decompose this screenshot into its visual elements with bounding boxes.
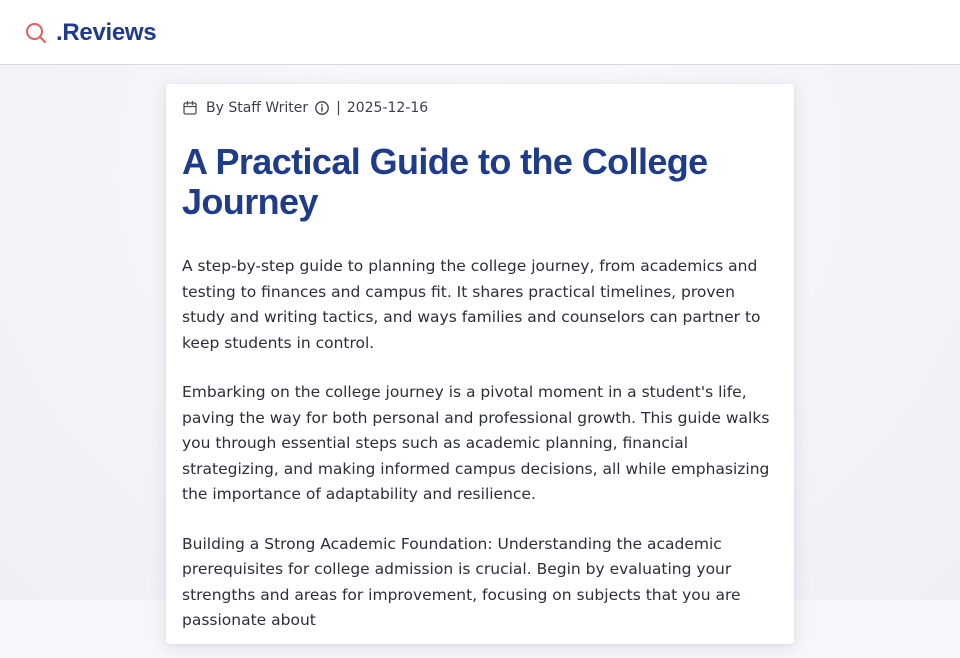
info-icon[interactable] bbox=[314, 100, 330, 116]
article-body bbox=[182, 254, 782, 658]
article-paragraph: A step-by-step guide to planning the college journey, from academics and testing to finances and campus fit. It shares practical timelines, proven study and writing tactics, and ways families and counselors can partner to keep students in control. bbox=[182, 257, 761, 352]
article-paragraph: Building a Strong Academic Foundation: Understanding the academic prerequisites for college admission is crucial. Begin by evaluating your strengths and areas for improvement, focusing on subjects that you are passionate about bbox=[182, 534, 741, 629]
article-title: A Practical Guide to the College Journey bbox=[182, 141, 708, 222]
top-navigation-bar bbox=[0, 0, 960, 65]
calendar-icon bbox=[182, 100, 198, 116]
brand-name: .Reviews bbox=[56, 19, 157, 46]
meta-separator: | bbox=[336, 100, 341, 116]
publish-date: 2025-12-16 bbox=[346, 100, 429, 116]
author-name: By Staff Writer bbox=[206, 100, 309, 116]
article-card bbox=[166, 84, 794, 644]
search-icon bbox=[24, 21, 48, 45]
article-meta bbox=[182, 98, 428, 118]
brand-logo-link[interactable] bbox=[24, 17, 156, 49]
article-paragraph: Embarking on the college journey is a pivotal moment in a student's life, paving the way for both personal and professional growth. This guide walks you through essential steps such as academic planning, financial strategizing, and making informed campus decisions, all while emphasizing the importance of adaptability and resilience. bbox=[182, 383, 770, 503]
